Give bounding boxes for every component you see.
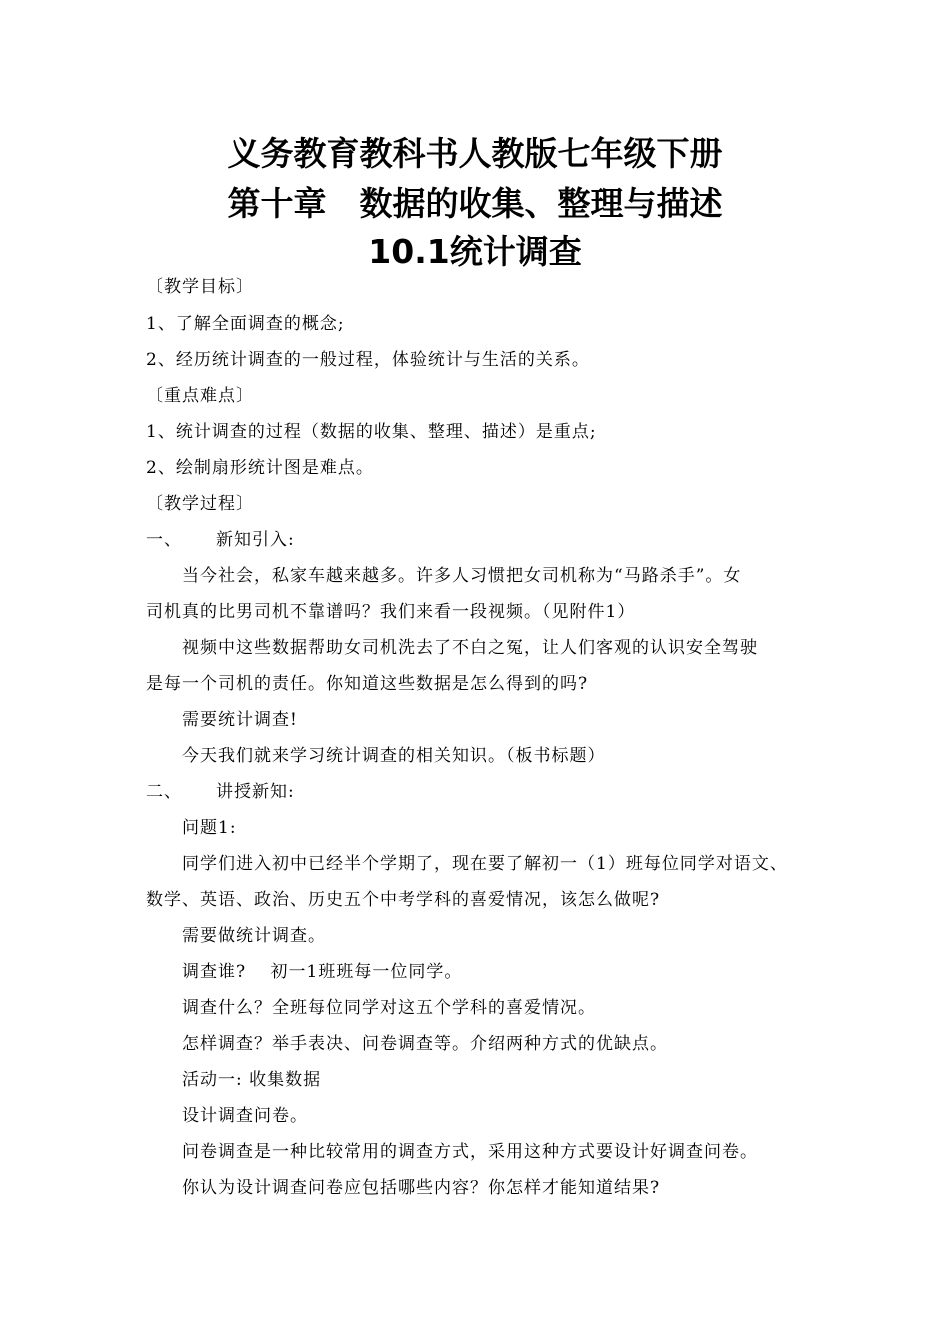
part1-paragraph-1-line-1: 当今社会，私家车越来越多。许多人习惯把女司机称为“马路杀手”。女 [182,566,742,586]
part1-heading [146,528,295,552]
part1-paragraph-2-line-1: 视频中这些数据帮助女司机洗去了不白之冤，让人们客观的认识安全驾驶 [182,638,758,658]
part2-number: 二、 [146,782,182,802]
objectives-header: 〔教学目标〕 [146,277,254,297]
process-header: 〔教学过程〕 [146,494,254,514]
keypoint-2: 2、绘制扇形统计图是难点。 [146,458,374,478]
survey-what: 调查什么？全班每位同学对这五个学科的喜爱情况。 [182,998,596,1018]
answer-1: 需要做统计调查。 [182,926,326,946]
question-1-label: 问题1: [182,818,237,838]
question-1-line-2: 数学、英语、政治、历史五个中考学科的喜爱情况，该怎么做呢? [146,890,661,910]
part1-paragraph-2-line-2: 是每一个司机的责任。你知道这些数据是怎么得到的吗? [146,674,589,694]
objective-2: 2、经历统计调查的一般过程，体验统计与生活的关系。 [146,350,590,370]
part1-number: 一、 [146,530,182,550]
part1-paragraph-1-line-2: 司机真的比男司机不靠谱吗？我们来看一段视频。（见附件1） [146,602,636,622]
part2-heading [146,780,295,804]
questionnaire-description: 问卷调查是一种比较常用的调查方式，采用这种方式要设计好调查问卷。 [182,1142,758,1162]
part1-title: 新知引入: [216,530,295,550]
keypoint-1: 1、统计调查的过程（数据的收集、整理、描述）是重点; [146,422,597,442]
part2-title: 讲授新知: [216,782,295,802]
objective-1: 1、了解全面调查的概念; [146,314,345,334]
title-section: 10.1统计调查 [368,232,582,271]
survey-how: 怎样调查？举手表决、问卷调查等。介绍两种方式的优缺点。 [182,1034,668,1054]
part1-paragraph-4: 今天我们就来学习统计调查的相关知识。（板书标题） [182,746,606,766]
activity-1: 活动一: 收集数据 [182,1070,322,1090]
title-book: 义务教育教科书人教版七年级下册 [227,134,723,173]
keypoints-header: 〔重点难点〕 [146,386,254,406]
design-questionnaire: 设计调查问卷。 [182,1106,308,1126]
questionnaire-question: 你认为设计调查问卷应包括哪些内容？你怎样才能知道结果? [182,1178,661,1198]
part1-paragraph-3: 需要统计调查! [182,710,298,730]
question-1-line-1: 同学们进入初中已经半个学期了，现在要了解初一（1）班每位同学对语文、 [182,854,788,874]
survey-who: 调查谁? 初一1班班每一位同学。 [182,962,463,982]
title-chapter: 第十章 数据的收集、整理与描述 [227,184,723,223]
